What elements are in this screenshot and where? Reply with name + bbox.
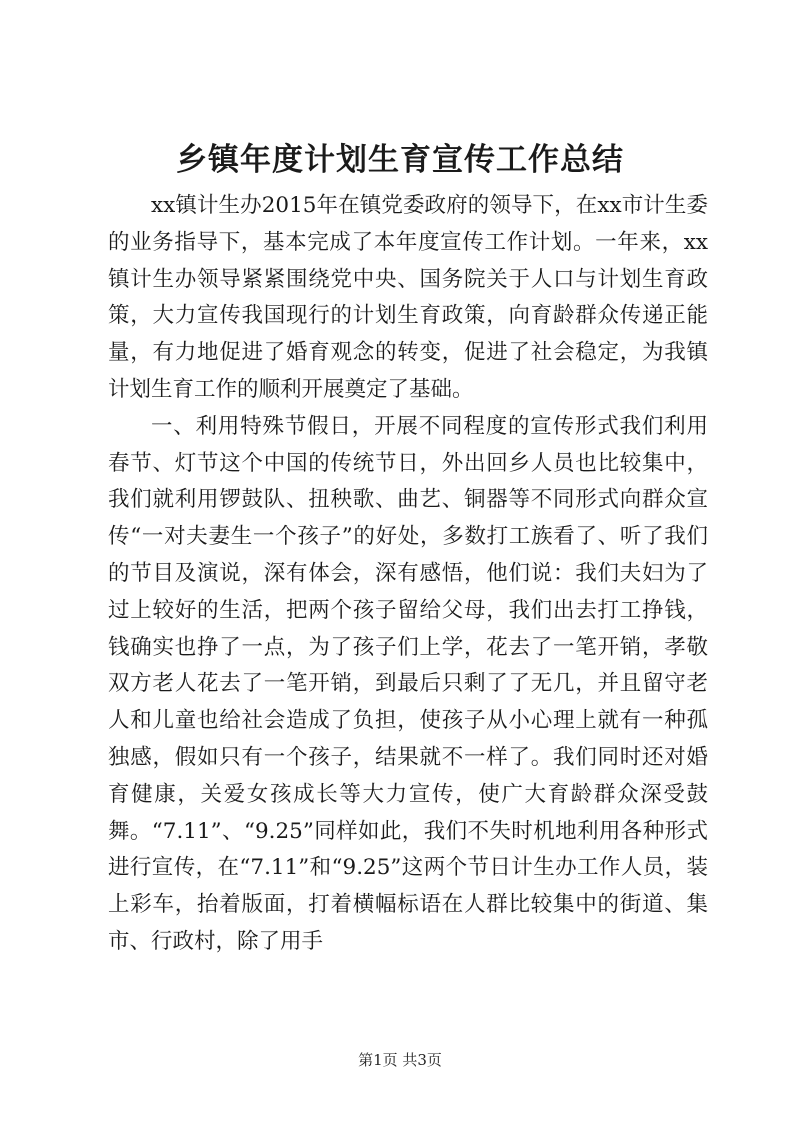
page-footer: 第1页 共3页	[358, 1051, 442, 1069]
page-title: 乡镇年度计划生育宣传工作总结	[176, 142, 624, 178]
document-body	[108, 188, 708, 961]
paragraph-intro: xx镇计生办2015年在镇党委政府的领导下，在xx市计生委的业务指导下，基本完成了本年度宣传工作计划。一年来，xx镇计生办领导紧紧围绕党中央、国务院关于人口与计划生育政策，大力宣传我国现行的计划生育政策，向育龄群众传递正能量，有力地促进了婚育观念的转变，促进了社会稳定，为我镇计划生育工作的顺利开展奠定了基础。	[108, 193, 708, 402]
paragraph-section-one: 一、利用特殊节假日，开展不同程度的宣传形式我们利用春节、灯节这个中国的传统节日，外出回乡人员也比较集中，我们就利用锣鼓队、扭秧歌、曲艺、铜器等不同形式向群众宣传“一对夫妻生一个孩子”的好处，多数打工族看了、听了我们的节目及演说，深有体会，深有感悟，他们说：我们夫妇为了过上较好的生活，把两个孩子留给父母，我们出去打工挣钱，钱确实也挣了一点，为了孩子们上学，花去了一笔开销，孝敬双方老人花去了一笔开销，到最后只剩了了无几，并且留守老人和儿童也给社会造成了负担，使孩子从小心理上就有一种孤独感，假如只有一个孩子，结果就不一样了。我们同时还对婚育健康，关爱女孩成长等大力宣传，使广大育龄群众深受鼓舞。“7.11”、“9.25”同样如此，我们不失时机地利用各种形式进行宣传，在“7.11”和“9.25”这两个节日计生办工作人员，装上彩车，抬着版面，打着横幅标语在人群比较集中的街道、集市、行政村，除了用手	[108, 413, 708, 954]
